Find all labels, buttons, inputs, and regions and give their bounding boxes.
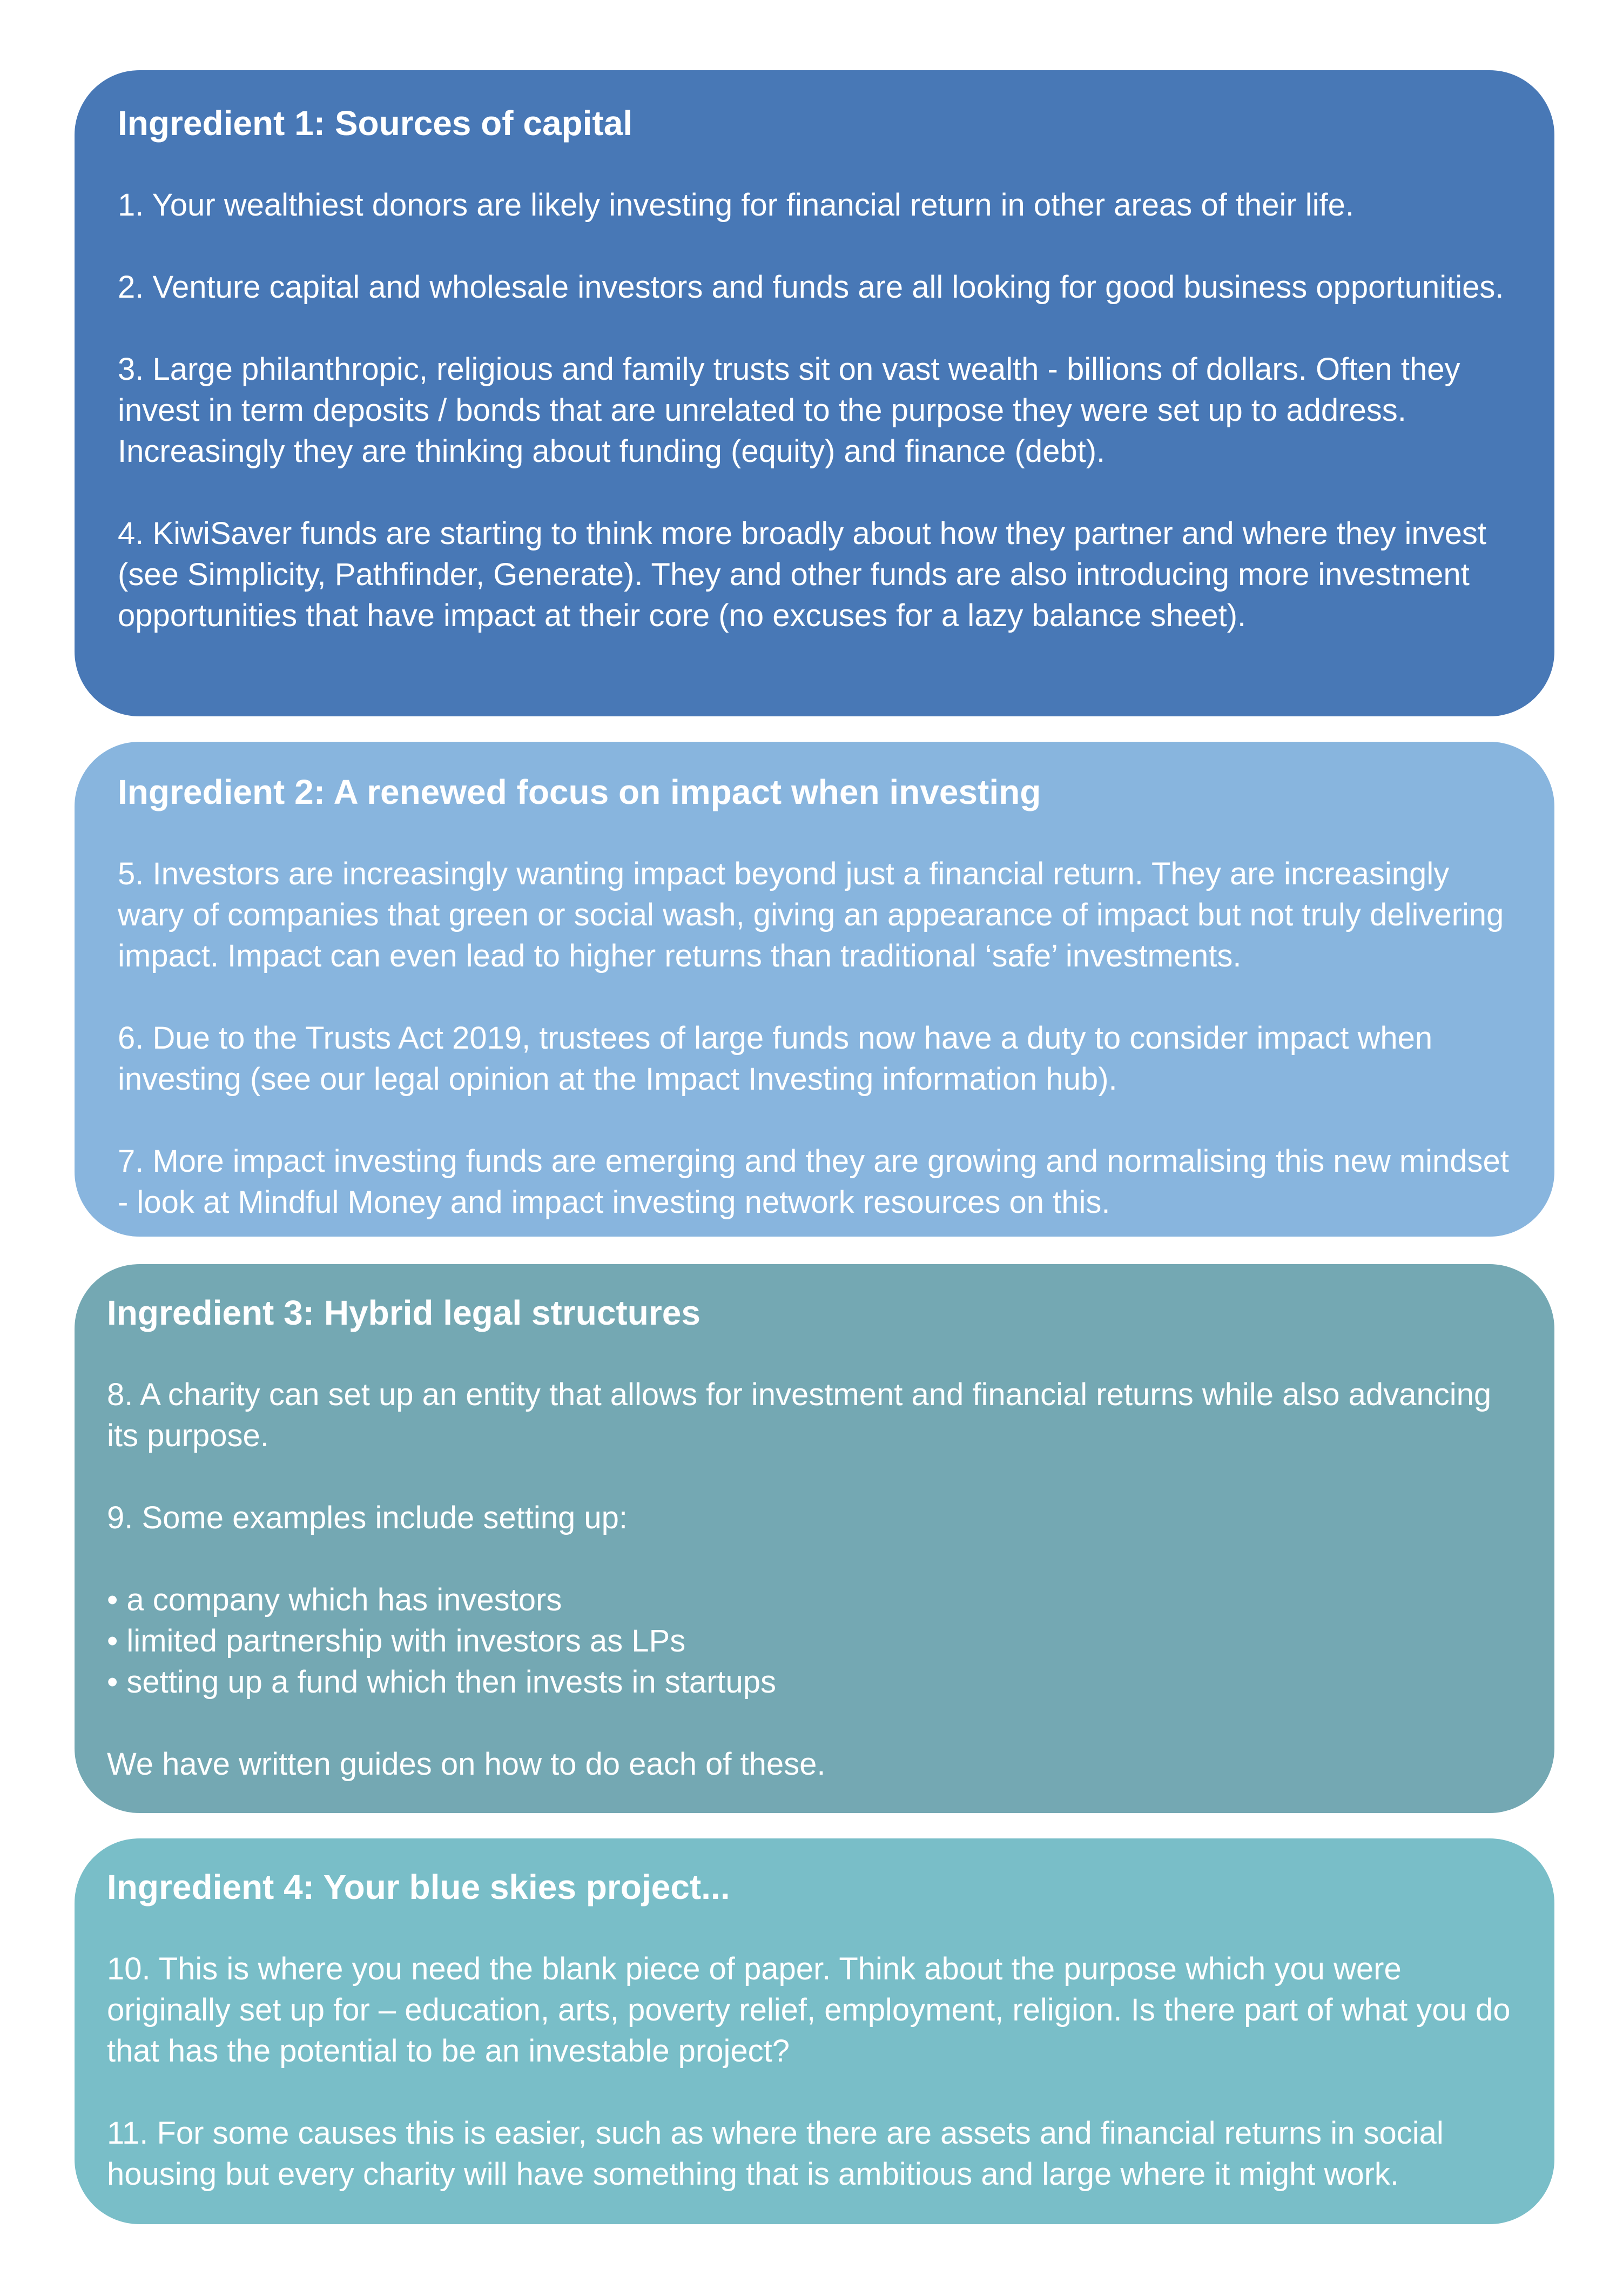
ingredient-2-card [75,742,1554,1237]
ingredient-2-item-5: 5. Investors are increasingly wanting impact beyond just a financial return. They are increasingly wary of companies that green or social wash, giving an appearance of impact but not truly delivering impact. Impact can even lead to higher returns than traditional ‘safe’ investments. [118,856,1504,974]
ingredient-1-item-3: 3. Large philanthropic, religious and family trusts sit on vast wealth - billions of dollars. Often they invest in term deposits / bonds that are unrelated to the purpose they were set up to address. Increasingly they are thinking about funding (equity) and finance (debt). [118,352,1460,469]
ingredient-3-bullet-item: • a company which has investors [107,1580,1522,1621]
ingredient-3-title: Ingredient 3: Hybrid legal structures [107,1293,701,1332]
ingredient-2-title: Ingredient 2: A renewed focus on impact when investing [118,773,1041,811]
ingredient-1-item-4: 4. KiwiSaver funds are starting to think more broadly about how they partner and where they invest (see Simplicity, Pathfinder, Generate). They and other funds are also introducing more investment opportunities that have impact at their core (no excuses for a lazy balance sheet). [118,516,1487,633]
ingredient-1-item-2: 2. Venture capital and wholesale investors and funds are all looking for good business opportunities. [118,270,1504,305]
ingredient-3-card [75,1264,1554,1813]
ingredient-2-item-6: 6. Due to the Trusts Act 2019, trustees of large funds now have a duty to consider impact when investing (see our legal opinion at the Impact Investing information hub). [118,1021,1433,1097]
ingredient-1-card [75,70,1554,716]
ingredient-3-bullet-item: • limited partnership with investors as LPs [107,1621,1522,1662]
ingredient-4-item-10: 10. This is where you need the blank piece of paper. Think about the purpose which you were originally set up for – education, arts, poverty relief, employment, religion. Is there part of what you do that has the potential to be an investable project? [107,1951,1511,2069]
ingredient-4-title: Ingredient 4: Your blue skies project... [107,1868,730,1906]
ingredient-3-item-8: 8. A charity can set up an entity that allows for investment and financial returns while also advancing its purpose. [107,1377,1492,1453]
ingredient-4-item-11: 11. For some causes this is easier, such as where there are assets and financial returns in social housing but every charity will have something that is ambitious and large where it might work. [107,2116,1444,2192]
ingredient-3-closing: We have written guides on how to do each of these. [107,1747,826,1782]
ingredient-3-item-9: 9. Some examples include setting up: [107,1500,628,1535]
ingredient-4-card [75,1838,1554,2224]
ingredient-1-item-1: 1. Your wealthiest donors are likely investing for financial return in other areas of their life. [118,187,1355,223]
ingredient-1-title: Ingredient 1: Sources of capital [118,104,633,143]
ingredient-3-bullet-item: • setting up a fund which then invests in startups [107,1662,1522,1703]
ingredient-3-bullet-list [107,1580,1522,1703]
ingredient-2-item-7: 7. More impact investing funds are emerging and they are growing and normalising this new mindset - look at Mindful Money and impact investing network resources on this. [118,1144,1509,1220]
